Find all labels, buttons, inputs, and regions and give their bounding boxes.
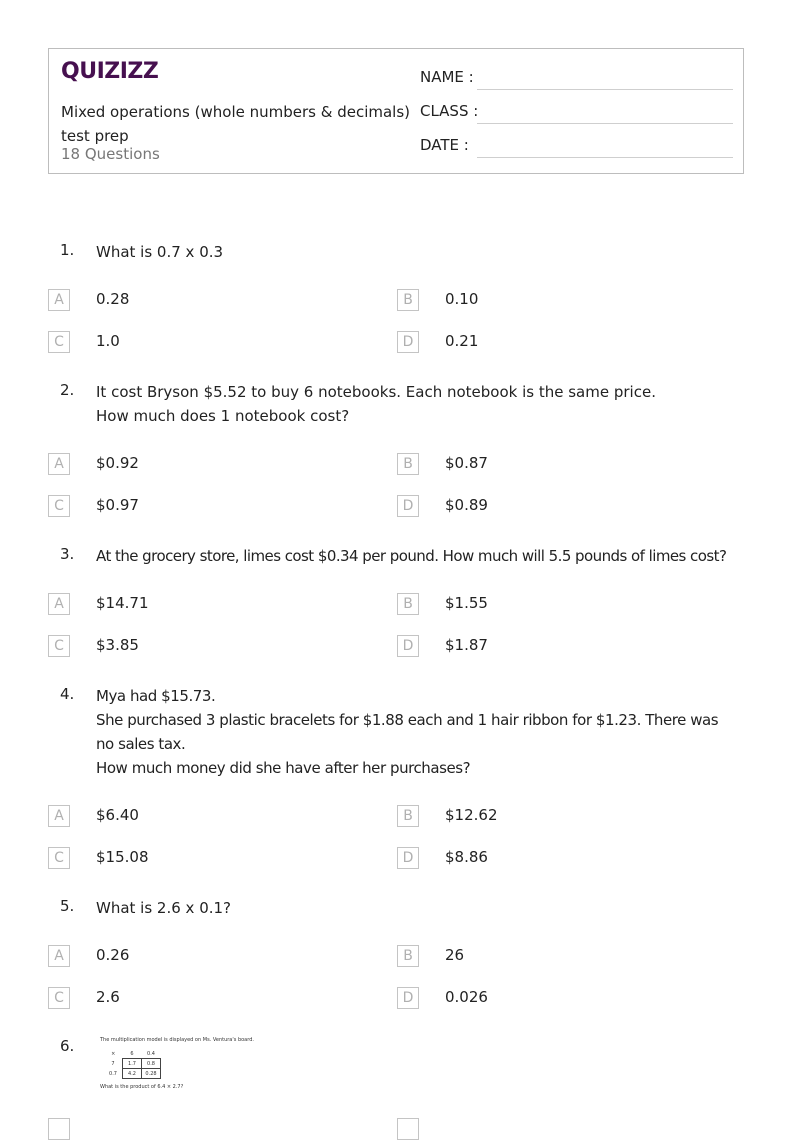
option-text: $0.92 (96, 454, 139, 472)
date-line[interactable] (477, 157, 733, 158)
option-letter[interactable]: A (48, 805, 70, 827)
question-text: What is 2.6 x 0.1? (96, 899, 232, 917)
option-text: 0.026 (445, 988, 488, 1006)
table-cell: 6 (130, 1050, 134, 1057)
option-letter[interactable]: C (48, 987, 70, 1009)
option-letter[interactable]: B (397, 945, 419, 967)
question-number: 3. (60, 545, 75, 563)
table-cell: 0.7 (109, 1070, 117, 1077)
option-letter[interactable]: A (48, 453, 70, 475)
option-letter[interactable] (48, 1118, 70, 1140)
option-letter[interactable]: A (48, 945, 70, 967)
option-text: 0.26 (96, 946, 130, 964)
worksheet-title: Mixed operations (whole numbers & decimals) test prep (61, 103, 411, 145)
table-cell: 0.8 (142, 1059, 161, 1069)
question-text: Mya had $15.73. She purchased 3 plastic bracelets for $1.88 each and 1 hair ribbon for $1.23. There was no sales tax. How much money did she have after her purchases? (96, 687, 719, 777)
table-cell: 4.2 (123, 1069, 142, 1079)
option-letter[interactable]: B (397, 453, 419, 475)
question-number: 6. (60, 1037, 75, 1055)
option-text: $3.85 (96, 636, 139, 654)
option-text: $8.86 (445, 848, 488, 866)
option-text: $1.87 (445, 636, 488, 654)
table-cell: × (111, 1050, 116, 1057)
option-text: $0.87 (445, 454, 488, 472)
table-cell: 0.28 (142, 1069, 161, 1079)
option-text: $14.71 (96, 594, 149, 612)
option-letter[interactable]: A (48, 593, 70, 615)
question-number: 1. (60, 241, 75, 259)
date-label: DATE : (420, 136, 469, 154)
option-letter[interactable]: D (397, 635, 419, 657)
question-image (100, 1037, 270, 1095)
name-line[interactable] (477, 89, 733, 90)
option-letter[interactable]: B (397, 289, 419, 311)
option-letter[interactable]: B (397, 805, 419, 827)
option-letter[interactable]: B (397, 593, 419, 615)
figure-caption: The multiplication model is displayed on Ms. Ventura's board. (100, 1037, 254, 1043)
option-letter[interactable]: D (397, 987, 419, 1009)
figure-question: What is the product of 6.4 × 2.7? (100, 1084, 184, 1090)
option-letter[interactable]: D (397, 495, 419, 517)
table-cell: 7 (111, 1060, 115, 1067)
option-text: $6.40 (96, 806, 139, 824)
option-text: $1.55 (445, 594, 488, 612)
question-text: It cost Bryson $5.52 to buy 6 notebooks. Each notebook is the same price. How much does 1 notebook cost? (96, 383, 656, 425)
option-text: $0.97 (96, 496, 139, 514)
quizizz-logo: QUIZIZZ (61, 59, 159, 84)
question-number: 2. (60, 381, 75, 399)
option-letter[interactable]: C (48, 495, 70, 517)
option-letter[interactable]: C (48, 847, 70, 869)
name-label: NAME : (420, 68, 474, 86)
class-label: CLASS : (420, 102, 479, 120)
option-letter[interactable]: C (48, 635, 70, 657)
option-text: $0.89 (445, 496, 488, 514)
option-letter[interactable]: D (397, 847, 419, 869)
question-count: 18 Questions (61, 145, 160, 163)
table-cell: 1.7 (123, 1059, 142, 1069)
option-text: 0.28 (96, 290, 130, 308)
worksheet-header (48, 48, 744, 174)
option-text: $15.08 (96, 848, 149, 866)
option-text: 2.6 (96, 988, 120, 1006)
option-text: 1.0 (96, 332, 120, 350)
class-line[interactable] (477, 123, 733, 124)
option-letter[interactable]: A (48, 289, 70, 311)
option-text: 26 (445, 946, 465, 964)
table-cell: 0.4 (147, 1050, 155, 1057)
question-text: At the grocery store, limes cost $0.34 per pound. How much will 5.5 pounds of limes cost? (96, 547, 727, 565)
option-letter[interactable]: C (48, 331, 70, 353)
question-number: 4. (60, 685, 75, 703)
option-text: 0.21 (445, 332, 479, 350)
option-letter[interactable]: D (397, 331, 419, 353)
question-text: What is 0.7 x 0.3 (96, 243, 224, 261)
option-text: 0.10 (445, 290, 479, 308)
option-text: $12.62 (445, 806, 498, 824)
option-letter[interactable] (397, 1118, 419, 1140)
question-number: 5. (60, 897, 75, 915)
multiplication-model-table (104, 1049, 161, 1079)
